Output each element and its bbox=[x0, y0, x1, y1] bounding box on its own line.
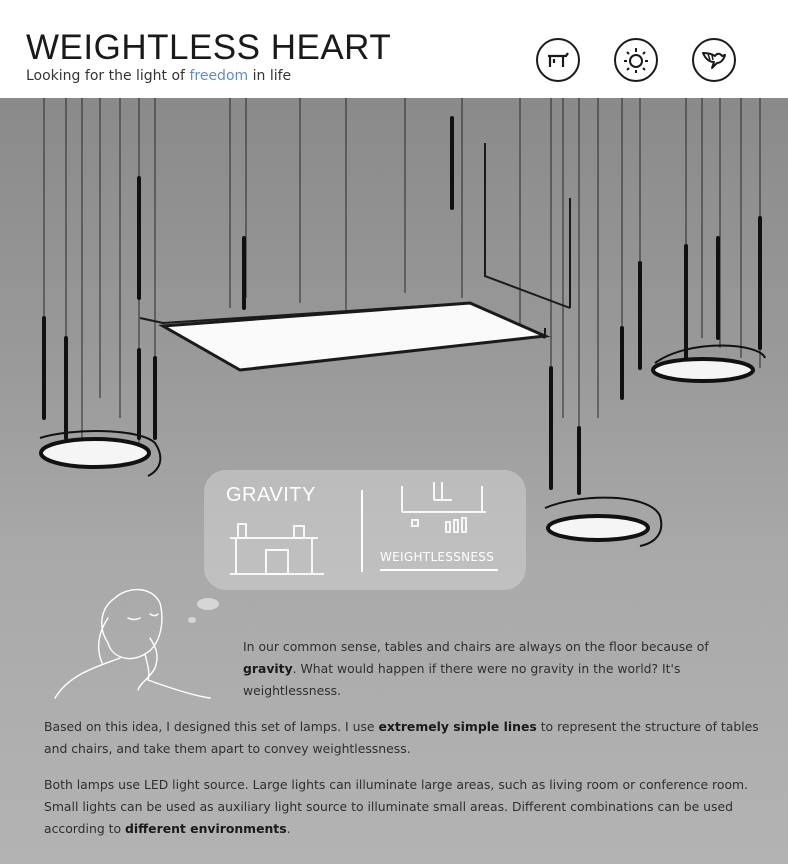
p1-bold: gravity bbox=[243, 661, 293, 676]
p1-text-b: . What would happen if there were no gravity in the world? It's weightlessness. bbox=[243, 661, 681, 698]
subtitle-text: Looking for the light of bbox=[26, 68, 190, 84]
paragraph-gravity bbox=[243, 636, 743, 702]
p3-text-a: Both lamps use LED light source. Large lights can illuminate large areas, such as living room or conference room. Small lights can be used as auxiliary light source to illuminate small areas. Different combinations can be used according to bbox=[44, 777, 749, 836]
thinking-person bbox=[55, 590, 210, 698]
p2-text-b: to represent the structure of tables and chairs, and take them apart to convey weightlessness. bbox=[44, 719, 759, 756]
table-icon[interactable] bbox=[536, 38, 580, 82]
p2-bold: extremely simple lines bbox=[378, 719, 537, 734]
subtitle-highlight: freedom bbox=[189, 68, 249, 84]
paragraph-usage bbox=[44, 774, 774, 840]
gravity-table-icon bbox=[228, 518, 328, 578]
p1-text-a: In our common sense, tables and chairs are always on the floor because of bbox=[243, 639, 709, 654]
header bbox=[0, 0, 788, 98]
weightlessness-underline bbox=[380, 569, 498, 571]
dove-icon[interactable] bbox=[692, 38, 736, 82]
sun-icon[interactable] bbox=[614, 38, 658, 82]
p2-text-a: Based on this idea, I designed this set of lamps. I use bbox=[44, 719, 379, 734]
subtitle-text-end: in life bbox=[248, 68, 292, 84]
hero-illustration bbox=[0, 98, 788, 864]
paragraph-design bbox=[44, 716, 764, 760]
weightlessness-label: WEIGHTLESSNESS bbox=[380, 550, 495, 564]
page-title: WEIGHTLESS HEART bbox=[26, 28, 392, 67]
weightless-table-icon bbox=[396, 478, 496, 538]
p3-bold: different environments bbox=[125, 821, 287, 836]
page-subtitle bbox=[26, 68, 291, 84]
gravity-label: GRAVITY bbox=[226, 484, 316, 506]
p3-text-b: . bbox=[286, 821, 291, 836]
bubble-divider bbox=[361, 490, 363, 572]
